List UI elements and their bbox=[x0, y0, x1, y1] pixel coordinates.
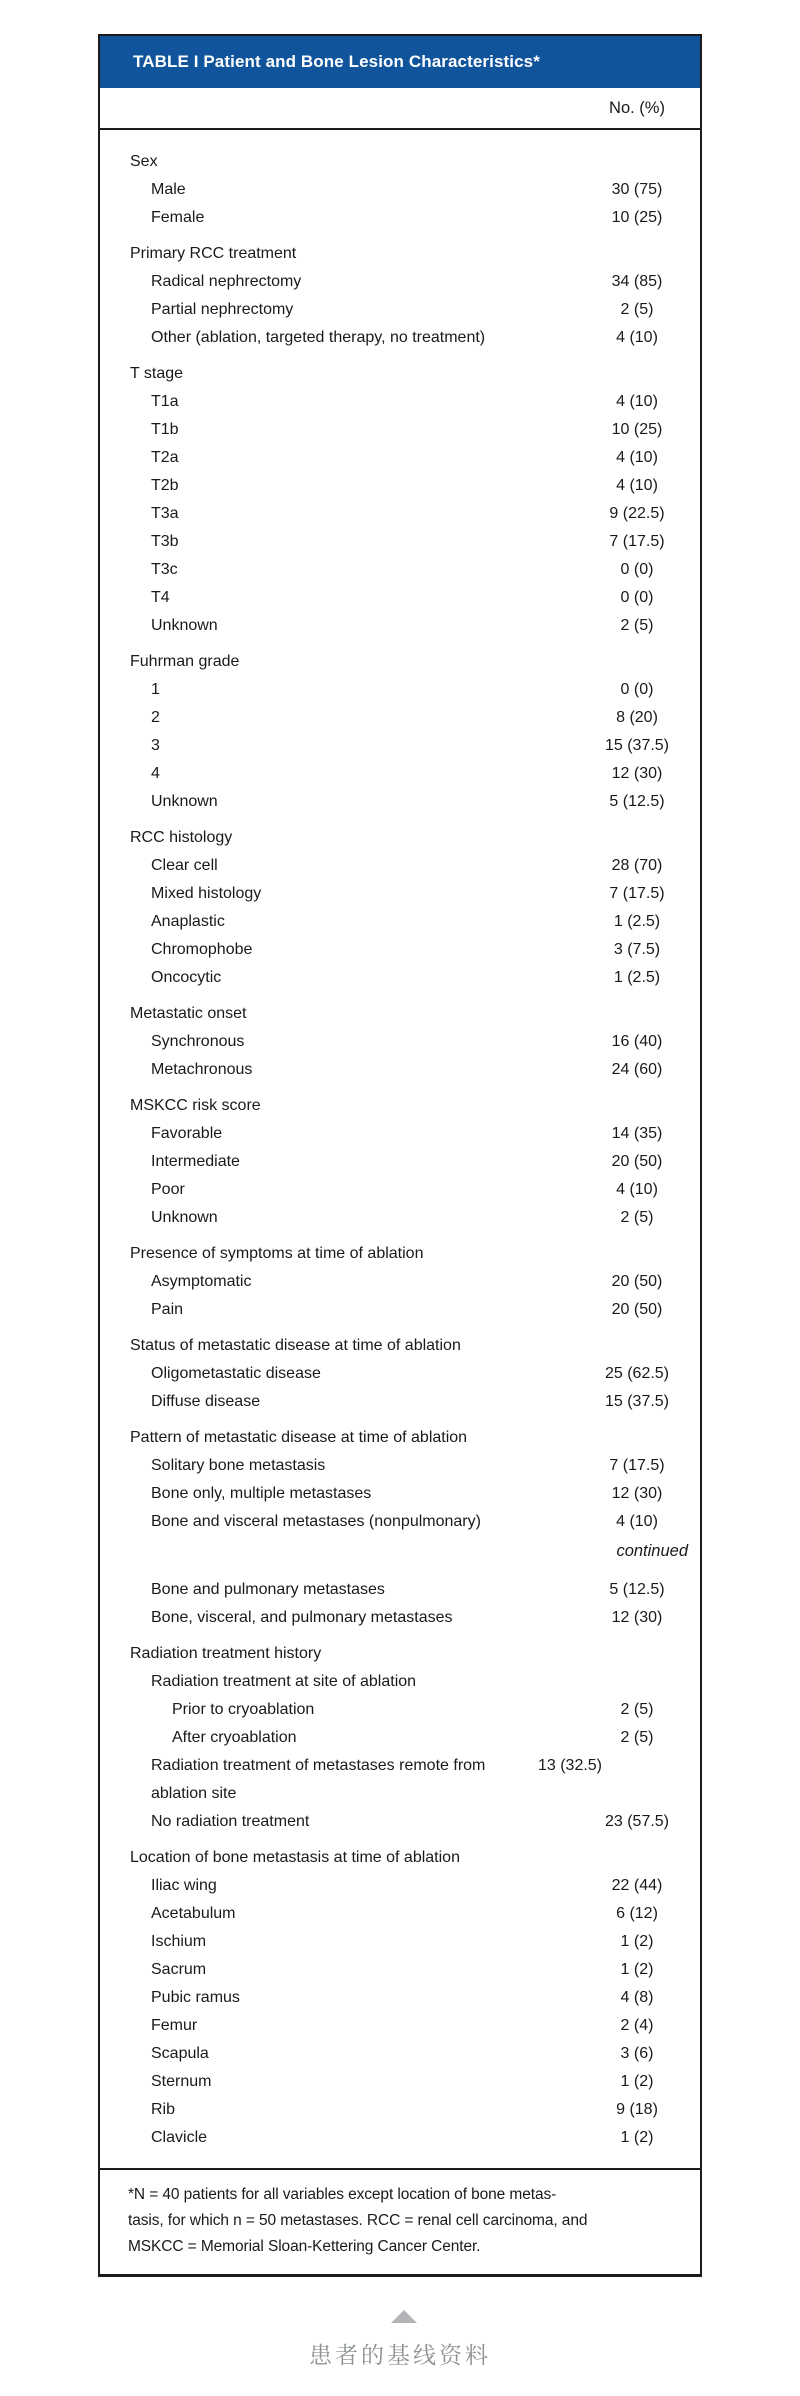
section-header-row bbox=[100, 360, 696, 388]
table-row bbox=[100, 1984, 696, 2012]
row-label: Iliac wing bbox=[151, 1877, 217, 1894]
row-value: 2 (5) bbox=[620, 1701, 654, 1718]
row-value: 24 (60) bbox=[611, 1061, 663, 1078]
table-row bbox=[100, 388, 696, 416]
table-row bbox=[100, 936, 696, 964]
row-label: Unknown bbox=[151, 617, 218, 634]
table-row bbox=[100, 528, 696, 556]
table-row bbox=[100, 1056, 696, 1084]
table-row bbox=[100, 204, 696, 232]
table-row bbox=[100, 1668, 696, 1696]
table-row bbox=[100, 444, 696, 472]
row-value: 22 (44) bbox=[611, 1877, 663, 1894]
row-value: 4 (10) bbox=[616, 449, 658, 466]
row-label: Metastatic onset bbox=[130, 1005, 247, 1022]
table-body bbox=[100, 130, 700, 2168]
section-header-row bbox=[100, 1240, 696, 1268]
row-label: T2b bbox=[151, 477, 179, 494]
table-row bbox=[100, 1724, 696, 1752]
row-label: Poor bbox=[151, 1181, 185, 1198]
table-row bbox=[100, 2124, 696, 2152]
table-row bbox=[100, 1452, 696, 1480]
row-label: No radiation treatment bbox=[151, 1813, 310, 1830]
table-row bbox=[100, 1360, 696, 1388]
row-label: Sex bbox=[130, 153, 158, 170]
continued-row bbox=[100, 1538, 696, 1564]
row-label: Other (ablation, targeted therapy, no treatment) bbox=[151, 329, 486, 346]
row-value: 20 (50) bbox=[611, 1153, 663, 1170]
row-label: Clear cell bbox=[151, 857, 218, 874]
row-label: Bone and pulmonary metastases bbox=[151, 1581, 385, 1598]
row-label: Unknown bbox=[151, 1209, 218, 1226]
row-label: Clavicle bbox=[151, 2129, 208, 2146]
table-row bbox=[100, 584, 696, 612]
row-value: 4 (10) bbox=[616, 477, 658, 494]
row-label: 2 bbox=[151, 709, 160, 726]
row-label: Asymptomatic bbox=[151, 1273, 252, 1290]
row-label: Pubic ramus bbox=[151, 1989, 240, 2006]
row-label: T3b bbox=[151, 533, 179, 550]
row-value: 5 (12.5) bbox=[609, 793, 665, 810]
row-value: 1 (2.5) bbox=[613, 913, 661, 930]
row-label: Radiation treatment of metastases remote from ablation site bbox=[151, 1757, 486, 1802]
table-footnote bbox=[100, 2168, 700, 2274]
footnote-line: *N = 40 patients for all variables except location of bone metas- bbox=[128, 2186, 557, 2203]
table-row bbox=[100, 472, 696, 500]
table-row bbox=[100, 612, 696, 640]
row-value: 9 (18) bbox=[616, 2101, 658, 2118]
row-value: 0 (0) bbox=[620, 681, 654, 698]
row-value: 2 (5) bbox=[620, 301, 654, 318]
footnote-line: MSKCC = Memorial Sloan-Kettering Cancer Center. bbox=[128, 2238, 481, 2255]
row-value: 4 (10) bbox=[616, 393, 658, 410]
row-label: Acetabulum bbox=[151, 1905, 236, 1922]
table-row bbox=[100, 964, 696, 992]
row-label: Pain bbox=[151, 1301, 184, 1318]
continued-label: continued bbox=[616, 1542, 688, 1560]
row-value: 4 (10) bbox=[616, 1513, 658, 1530]
section-header-row bbox=[100, 1332, 696, 1360]
row-label: Mixed histology bbox=[151, 885, 262, 902]
row-label: Fuhrman grade bbox=[130, 653, 240, 670]
row-label: Bone only, multiple metastases bbox=[151, 1485, 372, 1502]
table-row bbox=[100, 1296, 696, 1324]
row-label: 3 bbox=[151, 737, 160, 754]
row-value: 20 (50) bbox=[611, 1301, 663, 1318]
table-row bbox=[100, 732, 696, 760]
row-value: 2 (5) bbox=[620, 1729, 654, 1746]
caption-text: 患者的基线资料 bbox=[309, 2342, 491, 2368]
row-value: 0 (0) bbox=[620, 561, 654, 578]
section-header-row bbox=[100, 240, 696, 268]
table-row bbox=[100, 1388, 696, 1416]
row-label: Female bbox=[151, 209, 205, 226]
table-row bbox=[100, 1956, 696, 1984]
row-label: Chromophobe bbox=[151, 941, 253, 958]
row-value: 1 (2) bbox=[620, 1961, 654, 1978]
row-value: 12 (30) bbox=[611, 765, 663, 782]
table-row bbox=[100, 2040, 696, 2068]
row-value: 2 (5) bbox=[620, 1209, 654, 1226]
table-title-bar bbox=[100, 36, 700, 88]
row-value: 16 (40) bbox=[611, 1033, 663, 1050]
row-value: 1 (2) bbox=[620, 1933, 654, 1950]
table-row bbox=[100, 2012, 696, 2040]
row-label: T2a bbox=[151, 449, 179, 466]
section-header-row bbox=[100, 148, 696, 176]
table-row bbox=[100, 704, 696, 732]
row-label: T3a bbox=[151, 505, 179, 522]
table-row bbox=[100, 852, 696, 880]
column-header-row bbox=[100, 88, 700, 130]
row-value: 25 (62.5) bbox=[604, 1365, 670, 1382]
table-row bbox=[100, 788, 696, 816]
row-value: 12 (30) bbox=[611, 1485, 663, 1502]
table-row bbox=[100, 556, 696, 584]
row-label: Male bbox=[151, 181, 186, 198]
table-row bbox=[100, 1204, 696, 1232]
section-header-row bbox=[100, 1000, 696, 1028]
row-label: Partial nephrectomy bbox=[151, 301, 294, 318]
row-label: Diffuse disease bbox=[151, 1393, 261, 1410]
table-row bbox=[100, 176, 696, 204]
row-label: 4 bbox=[151, 765, 160, 782]
table-row bbox=[100, 880, 696, 908]
row-value: 1 (2.5) bbox=[613, 969, 661, 986]
table-row bbox=[100, 1120, 696, 1148]
section-header-row bbox=[100, 1640, 696, 1668]
row-value: 7 (17.5) bbox=[609, 1457, 665, 1474]
table-row bbox=[100, 500, 696, 528]
row-value: 3 (6) bbox=[620, 2045, 654, 2062]
table-row bbox=[100, 760, 696, 788]
row-value: 7 (17.5) bbox=[609, 885, 665, 902]
row-value: 4 (10) bbox=[616, 1181, 658, 1198]
row-label: T1b bbox=[151, 421, 179, 438]
row-label: Primary RCC treatment bbox=[130, 245, 297, 262]
row-label: Oligometastatic disease bbox=[151, 1365, 321, 1382]
row-label: 1 bbox=[151, 681, 160, 698]
table-row bbox=[100, 908, 696, 936]
row-label: Location of bone metastasis at time of ablation bbox=[130, 1849, 460, 1866]
table-row bbox=[100, 1928, 696, 1956]
row-value: 6 (12) bbox=[616, 1905, 658, 1922]
row-value: 12 (30) bbox=[611, 1609, 663, 1626]
row-value: 30 (75) bbox=[611, 181, 663, 198]
row-value: 4 (10) bbox=[616, 329, 658, 346]
row-label: Synchronous bbox=[151, 1033, 245, 1050]
row-value: 9 (22.5) bbox=[609, 505, 665, 522]
row-label: Radiation treatment history bbox=[130, 1645, 322, 1662]
row-label: Bone and visceral metastases (nonpulmonary) bbox=[151, 1513, 481, 1530]
row-label: Favorable bbox=[151, 1125, 223, 1142]
row-value: 15 (37.5) bbox=[604, 1393, 670, 1410]
table-row bbox=[100, 1808, 696, 1836]
row-value: 14 (35) bbox=[611, 1125, 663, 1142]
row-label: Pattern of metastatic disease at time of ablation bbox=[130, 1429, 468, 1446]
row-label: Femur bbox=[151, 2017, 198, 2034]
row-value: 3 (7.5) bbox=[613, 941, 661, 958]
table-row bbox=[100, 1480, 696, 1508]
row-label: Metachronous bbox=[151, 1061, 253, 1078]
table-row bbox=[100, 2096, 696, 2124]
table-row bbox=[100, 1028, 696, 1056]
table-row bbox=[100, 1872, 696, 1900]
row-label: Scapula bbox=[151, 2045, 209, 2062]
row-label: Solitary bone metastasis bbox=[151, 1457, 326, 1474]
table-row bbox=[100, 324, 696, 352]
row-value: 10 (25) bbox=[611, 209, 663, 226]
row-value: 28 (70) bbox=[611, 857, 663, 874]
row-label: Status of metastatic disease at time of ablation bbox=[130, 1337, 461, 1354]
row-label: Sternum bbox=[151, 2073, 212, 2090]
row-value: 1 (2) bbox=[620, 2073, 654, 2090]
table-row bbox=[100, 2068, 696, 2096]
table-row bbox=[100, 296, 696, 324]
column-header-no-pct: No. (%) bbox=[609, 98, 665, 117]
row-label: T4 bbox=[151, 589, 170, 606]
row-label: Unknown bbox=[151, 793, 218, 810]
section-header-row bbox=[100, 824, 696, 852]
row-label: Sacrum bbox=[151, 1961, 207, 1978]
row-label: Bone, visceral, and pulmonary metastases bbox=[151, 1609, 453, 1626]
table-row bbox=[100, 1148, 696, 1176]
footnote-line: tasis, for which n = 50 metastases. RCC = renal cell carcinoma, and bbox=[128, 2212, 588, 2229]
row-label: Ischium bbox=[151, 1933, 207, 1950]
row-value: 15 (37.5) bbox=[604, 737, 670, 754]
row-label: T stage bbox=[130, 365, 184, 382]
row-value: 0 (0) bbox=[620, 589, 654, 606]
row-label: RCC histology bbox=[130, 829, 233, 846]
row-label: Oncocytic bbox=[151, 969, 222, 986]
row-value: 4 (8) bbox=[620, 1989, 654, 2006]
row-label: Radical nephrectomy bbox=[151, 273, 302, 290]
section-header-row bbox=[100, 1424, 696, 1452]
row-value: 7 (17.5) bbox=[609, 533, 665, 550]
table-row bbox=[100, 1268, 696, 1296]
table-row bbox=[100, 676, 696, 704]
table-row bbox=[100, 1176, 696, 1204]
table-row bbox=[100, 268, 696, 296]
table-row bbox=[100, 416, 696, 444]
row-label: Intermediate bbox=[151, 1153, 240, 1170]
row-value: 13 (32.5) bbox=[537, 1757, 603, 1774]
row-value: 2 (4) bbox=[620, 2017, 654, 2034]
row-label: Rib bbox=[151, 2101, 176, 2118]
section-header-row bbox=[100, 1092, 696, 1120]
row-value: 20 (50) bbox=[611, 1273, 663, 1290]
row-label: Prior to cryoablation bbox=[172, 1701, 315, 1718]
row-value: 5 (12.5) bbox=[609, 1581, 665, 1598]
table-row bbox=[100, 1900, 696, 1928]
row-label: T3c bbox=[151, 561, 178, 578]
row-label: MSKCC risk score bbox=[130, 1097, 261, 1114]
row-value: 8 (20) bbox=[616, 709, 658, 726]
row-label: Presence of symptoms at time of ablation bbox=[130, 1245, 424, 1262]
characteristics-table bbox=[98, 34, 702, 2277]
table-title: TABLE I Patient and Bone Lesion Characteristics* bbox=[133, 52, 540, 71]
section-header-row bbox=[100, 648, 696, 676]
section-header-row bbox=[100, 1844, 696, 1872]
table-row bbox=[100, 1508, 696, 1536]
table-row bbox=[100, 1604, 696, 1632]
table-row bbox=[100, 1576, 696, 1604]
row-value: 2 (5) bbox=[620, 617, 654, 634]
table-row bbox=[100, 1752, 696, 1808]
row-label: Anaplastic bbox=[151, 913, 225, 930]
table-row bbox=[100, 1696, 696, 1724]
row-label: T1a bbox=[151, 393, 179, 410]
row-value: 10 (25) bbox=[611, 421, 663, 438]
row-label: After cryoablation bbox=[172, 1729, 297, 1746]
row-label: Radiation treatment at site of ablation bbox=[151, 1673, 417, 1690]
row-value: 23 (57.5) bbox=[604, 1813, 670, 1830]
row-value: 1 (2) bbox=[620, 2129, 654, 2146]
caption-arrow-icon bbox=[391, 2310, 417, 2323]
row-value: 34 (85) bbox=[611, 273, 663, 290]
